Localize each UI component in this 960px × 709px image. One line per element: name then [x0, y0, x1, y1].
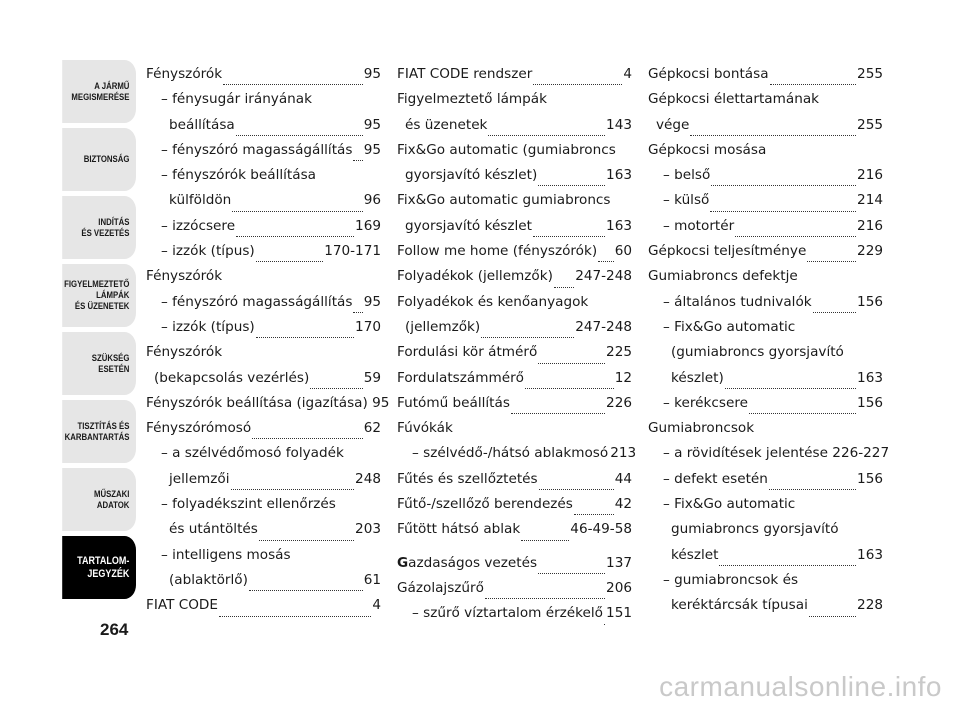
leader-dots [807, 260, 856, 262]
index-entry-label: Futómű beállítás [397, 394, 510, 411]
leader-dots [690, 134, 856, 136]
index-entry-label: külföldön [169, 192, 232, 209]
index-entry [146, 370, 381, 395]
index-entry [146, 117, 381, 142]
index-entry-label: – izzók (típus) [161, 318, 255, 335]
index-entry [397, 496, 632, 521]
index-entry [397, 370, 632, 395]
leader-dots [533, 235, 605, 237]
leader-dots [554, 286, 574, 288]
chapter-tab[interactable] [62, 468, 136, 531]
index-entry [397, 218, 632, 243]
index-entry [648, 91, 883, 116]
index-entry-page: 225 [606, 344, 632, 361]
index-entry-page: 170 [355, 318, 381, 335]
leader-dots [809, 615, 856, 617]
leader-dots [481, 336, 574, 338]
index-entry [397, 294, 632, 319]
index-entry [397, 445, 637, 470]
chapter-tab-label: INDÍTÁS ÉS VEZETÉS [81, 216, 130, 239]
index-entry-page: 59 [363, 369, 381, 386]
index-entry-page: 169 [355, 217, 381, 234]
index-entry [397, 521, 632, 546]
index-entry-label: – fényszóró magasságállítás [161, 141, 353, 158]
index-entry [648, 243, 883, 268]
index-entry-label: Gépkocsi mosása [648, 141, 767, 158]
index-entry-label: – szűrő víztartalom érzékelő [412, 605, 603, 622]
chapter-tab-label: SZÜKSÉG ESETÉN [91, 352, 130, 375]
index-entry-label: Fényszórók [146, 344, 223, 361]
index-entry-label: (ablaktörlő) [169, 571, 248, 588]
index-entry [397, 268, 632, 293]
index-entry [146, 66, 381, 91]
chapter-tab-label: A JÁRMŰ MEGISMERÉSE [71, 80, 130, 103]
index-entry [648, 117, 883, 142]
leader-dots [219, 615, 371, 617]
index-entry-label: Follow me home (fényszórók) [397, 243, 598, 260]
index-entry-label: keréktárcsák típusai [671, 597, 808, 614]
leader-dots [749, 412, 856, 414]
index-entry [146, 142, 381, 167]
index-entry-label: Gépkocsi bontása [648, 66, 769, 82]
chapter-tab-label: BIZTONSÁG [83, 154, 130, 165]
index-entry-label: Fordulatszámmérő [397, 369, 524, 386]
index-entry [648, 142, 883, 167]
index-entry [146, 192, 381, 217]
index-entry-page: 156 [857, 394, 883, 411]
index-entry [146, 597, 381, 622]
index-entry-label: és üzenetek [405, 116, 488, 133]
index-entry-label: – folyadékszint ellenőrzés [161, 496, 336, 513]
chapter-tab[interactable] [62, 264, 136, 327]
index-entry-page: 216 [857, 217, 883, 234]
index-entry-label: – fényszórók beállítása [161, 167, 316, 184]
leader-dots [574, 513, 614, 515]
leader-dots [539, 488, 614, 490]
index-entry [146, 218, 381, 243]
index-entry [146, 344, 381, 369]
index-entry [146, 91, 381, 116]
page-number: 264 [100, 620, 129, 639]
index-entry [146, 445, 381, 470]
index-entry [648, 319, 883, 344]
index-entry [146, 521, 381, 546]
chapter-tab-label: TISZTÍTÁS ÉS KARBANTARTÁS [64, 420, 130, 443]
index-entry [648, 547, 883, 572]
index-entry-page: 163 [857, 546, 883, 563]
index-entry-label: beállítása [169, 116, 235, 133]
index-entry-label: Fordulási kör átmérő [397, 344, 538, 361]
index-entry [397, 117, 632, 142]
index-entry [397, 471, 632, 496]
index-entry-page: 62 [363, 420, 381, 437]
index-entry-label: Gázolajszűrő [397, 579, 484, 596]
index-entry-label: – szélvédő-/hátsó ablakmosó [412, 445, 609, 462]
index-entry-label: – gumiabroncsok és [663, 571, 799, 588]
leader-dots [249, 589, 363, 591]
index-entry [146, 496, 381, 521]
index-entry-label: Fűtés és szellőztetés [397, 470, 538, 487]
index-entry [648, 344, 883, 369]
leader-dots [735, 235, 856, 237]
index-entry-page: 170-171 [324, 243, 381, 260]
index-entry-label: készlet [671, 546, 719, 563]
index-entry-label: Fix&Go automatic gumiabroncs [397, 192, 611, 209]
leader-dots [236, 235, 354, 237]
index-entry [397, 167, 632, 192]
index-entry-label: (jellemzők) [405, 318, 481, 335]
leader-dots [511, 412, 605, 414]
index-entry-label: Fényszórók beállítása (igazítása) 95 [146, 394, 390, 411]
index-entry [648, 218, 883, 243]
index-entry-label: Folyadékok és kenőanyagok [397, 293, 589, 310]
index-entry [648, 597, 883, 622]
index-entry [648, 420, 883, 445]
index-entry [146, 572, 381, 597]
index-entry-page: 163 [606, 217, 632, 234]
watermark: carmanualsonline.info [659, 671, 942, 702]
index-entry-label: Fényszórók [146, 66, 223, 82]
index-entry-label: – intelligens mosás [161, 546, 291, 563]
index-entry [397, 192, 632, 217]
index-entry [648, 572, 883, 597]
index-entry-page: 163 [606, 167, 632, 184]
leader-dots [310, 387, 362, 389]
index-entry [397, 605, 632, 630]
leader-dots [353, 311, 362, 313]
index-entry-page: 151 [606, 605, 632, 622]
leader-dots [538, 362, 605, 364]
index-entry-page: 44 [614, 470, 632, 487]
leader-dots [259, 539, 354, 541]
index-entry-label: – fényszóró magasságállítás [161, 293, 353, 310]
chapter-tab-label: TARTALOM- JEGYZÉK [77, 554, 130, 580]
leader-dots [770, 83, 857, 85]
leader-dots [719, 564, 856, 566]
index-entry-page: 137 [606, 554, 632, 571]
index-entry-label: Folyadékok (jellemzők) [397, 268, 553, 285]
index-entry-label: jellemzői [169, 470, 230, 487]
chapter-tab[interactable] [62, 332, 136, 395]
index-entry-page: 214 [857, 192, 883, 209]
index-entry-label: Fűtő-/szellőző berendezés [397, 496, 573, 513]
leader-dots [353, 159, 362, 161]
index-entry-label: Gépkocsi teljesítménye [648, 243, 807, 260]
index-entry-label: FIAT CODE rendszer [397, 66, 533, 82]
index-entry [397, 91, 632, 116]
index-entry-label: – defekt esetén [663, 470, 768, 487]
index-entry-page: 61 [363, 571, 381, 588]
index-entry-page: 206 [606, 579, 632, 596]
chapter-tab[interactable] [62, 128, 136, 191]
leader-dots [256, 336, 354, 338]
index-entry-label: – a szélvédőmosó folyadék [161, 445, 344, 462]
index-entry-page: 4 [623, 66, 632, 82]
leader-dots [710, 210, 856, 212]
chapter-tabs [46, 60, 136, 604]
leader-dots [725, 387, 856, 389]
leader-dots [232, 210, 362, 212]
index-entry [648, 192, 883, 217]
index-entry-label: Gumiabroncs defektje [648, 268, 798, 285]
chapter-tab[interactable] [62, 400, 136, 463]
index-entry-page: 229 [857, 243, 883, 260]
index-entry [397, 319, 632, 344]
index-entry [146, 547, 381, 572]
index-entry-page: 247-248 [575, 318, 632, 335]
index-entry [648, 445, 890, 470]
index-entry-label: – belső [663, 167, 711, 184]
index-entry-label: – külső [663, 192, 710, 209]
index-entry [397, 420, 632, 445]
index-entry [146, 471, 381, 496]
leader-dots [488, 134, 605, 136]
leader-dots [485, 597, 605, 599]
index-entry-page: 95 [363, 141, 381, 158]
index-entry-page: 95 [363, 293, 381, 310]
index-entry [648, 471, 883, 496]
index-entry [146, 167, 381, 192]
index-entry-page: 96 [363, 192, 381, 209]
index-entry [397, 580, 632, 605]
index-entry-page: 42 [614, 496, 632, 513]
leader-dots [769, 488, 856, 490]
index-entry [146, 294, 381, 319]
index-entry-label: készlet) [671, 369, 724, 386]
index-entry-page: 143 [606, 116, 632, 133]
index-entry [397, 66, 632, 91]
index-entry-page: 226 [606, 394, 632, 411]
chapter-tab[interactable] [62, 536, 136, 599]
index-entry [397, 142, 632, 167]
chapter-tab-label: FIGYELMEZTETŐ LÁMPÁK ÉS ÜZENETEK [64, 279, 130, 312]
index-entry-label: – izzók (típus) [161, 243, 255, 260]
index-entry [648, 268, 883, 293]
chapter-tab[interactable] [62, 196, 136, 259]
leader-dots [604, 623, 605, 625]
index-entry [397, 395, 632, 420]
leader-dots [231, 488, 355, 490]
leader-dots [521, 539, 569, 541]
index-column-2 [397, 66, 637, 631]
index-entry-label: Fúvókák [397, 420, 453, 437]
index-entry-page: 248 [355, 470, 381, 487]
leader-dots [711, 184, 856, 186]
index-entry-page: 156 [857, 293, 883, 310]
index-entry [648, 395, 883, 420]
index-entry-page: 203 [355, 521, 381, 538]
index-entry-label: Gazdaságos vezetés [397, 554, 538, 571]
chapter-tab[interactable] [62, 60, 136, 123]
index-entry-label: – a rövidítések jelentése 226-227 [663, 445, 890, 462]
index-entry [648, 294, 883, 319]
index-entry-page: 228 [857, 597, 883, 614]
index-entry-label: gumiabroncs gyorsjavító [671, 521, 839, 538]
index-entry-page: 95 [363, 66, 381, 82]
index-entry [146, 243, 381, 268]
index-entry [146, 394, 390, 420]
index-entry-page: 12 [614, 369, 632, 386]
index-entry [648, 167, 883, 192]
index-entry-label: gyorsjavító készlet) [405, 167, 538, 184]
leader-dots [538, 184, 605, 186]
chapter-tab-label: MŰSZAKI ADATOK [93, 488, 130, 511]
index-entry-page: 46-49-58 [570, 521, 632, 538]
index-entry-page: 163 [857, 369, 883, 386]
index-entry [146, 268, 381, 293]
leader-dots [533, 83, 622, 85]
index-entry-label: – motortér [663, 217, 735, 234]
index-entry-label: Gépkocsi élettartamának [648, 91, 820, 108]
leader-dots [236, 134, 363, 136]
index-entry-label: Fényszórómosó [146, 420, 252, 437]
index-entry-page: 247-248 [575, 268, 632, 285]
index-entry-page: 95 [363, 116, 381, 133]
index-entry [397, 555, 632, 580]
index-entry [648, 66, 883, 91]
index-entry-label: – Fix&Go automatic [663, 496, 796, 513]
index-entry [146, 420, 381, 445]
index-entry-label: (gumiabroncs gyorsjavító [671, 344, 844, 361]
index-entry-label: gyorsjavító készlet [405, 217, 532, 234]
index-entry-label: Figyelmeztető lámpák [397, 91, 548, 108]
leader-dots [813, 311, 856, 313]
leader-dots [525, 387, 614, 389]
index-entry [648, 521, 883, 546]
index-entry-page: 255 [857, 116, 883, 133]
index-entry-label: (bekapcsolás vezérlés) [154, 369, 310, 386]
index-entry [397, 243, 632, 268]
leader-dots [598, 260, 614, 262]
index-entry-page: 255 [857, 66, 883, 82]
index-entry-page: 60 [614, 243, 632, 260]
index-entry-label: vége [656, 116, 690, 133]
index-entry-page: 213 [610, 445, 637, 462]
index-entry-label: – kerékcsere [663, 394, 748, 411]
index-entry-page: 156 [857, 470, 883, 487]
index-entry [146, 319, 381, 344]
index-entry-label: – Fix&Go automatic [663, 318, 796, 335]
index-entry-label: Gumiabroncsok [648, 420, 755, 437]
index-entry-label: és utántöltés [169, 521, 258, 538]
index-entry [648, 496, 883, 521]
leader-dots [252, 437, 362, 439]
leader-dots [256, 260, 323, 262]
leader-dots [538, 572, 605, 574]
index-entry-label: Fix&Go automatic (gumiabroncs [397, 141, 616, 158]
index-column-1 [146, 66, 390, 623]
leader-dots [223, 83, 363, 85]
index-entry [648, 370, 883, 395]
index-entry-label: Fényszórók [146, 268, 223, 285]
index-entry-label: FIAT CODE [146, 597, 218, 614]
index-entry-label: – fénysugár irányának [161, 91, 312, 108]
index-entry-page: 216 [857, 167, 883, 184]
index-entry-label: Fűtött hátsó ablak [397, 521, 521, 538]
index-entry-label: – izzócsere [161, 217, 236, 234]
index-entry [397, 344, 632, 369]
index-entry-page: 4 [372, 597, 381, 614]
index-column-3 [648, 66, 890, 623]
index-entry-label: – általános tudnivalók [663, 293, 812, 310]
